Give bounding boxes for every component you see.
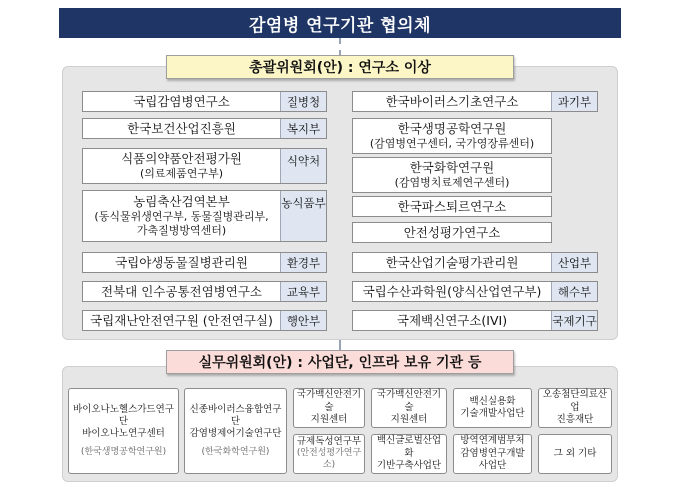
org-box-krict <box>352 157 552 193</box>
org-name: 기술개발사업단 <box>460 408 525 419</box>
org-name: 사업단 <box>478 460 507 472</box>
org-name: 백신실용화 <box>469 395 516 407</box>
org-box-nifs <box>352 281 598 302</box>
org-name: 국제백신연구소(IVI) <box>396 312 508 328</box>
working-org-virus-convergence <box>184 388 287 474</box>
org-name: 국립야생동물질병관리원 <box>115 254 248 270</box>
org-name: 한국바이러스기초연구소 <box>385 93 519 109</box>
org-name: 감염병연구개발 <box>460 447 525 459</box>
org-box-ivi <box>352 310 598 331</box>
org-box-jbnu-zoonosis <box>82 281 327 302</box>
org-box-nifds <box>82 148 327 184</box>
org-name: 백신글로벌산업화 <box>376 435 442 459</box>
org-note: (한국생명공학연구원) <box>80 446 167 457</box>
org-subname: (동식물위생연구부, 동물질병관리부, <box>94 210 269 224</box>
org-box-ipk <box>352 196 552 217</box>
org-box-keit <box>352 252 598 273</box>
org-box-kribb <box>352 118 552 154</box>
ministry-label: 환경부 <box>280 253 326 272</box>
working-committee-header: 실무위원회(안) : 사업단, 인프라 보유 기관 등 <box>166 350 514 374</box>
org-subname: (의료제품연구부) <box>140 166 223 180</box>
org-note: (안전성평가연구소) <box>296 448 362 471</box>
working-org-regulatory-toxicology <box>293 434 365 474</box>
org-name: 바이오나노연구센터 <box>82 428 165 440</box>
org-name: 한국보건산업진흥원 <box>127 120 236 136</box>
org-name: 감염병제어기술연구단 <box>189 428 282 440</box>
org-name: 한국화학연구원 <box>409 160 495 176</box>
org-subname: 가축질병방역센터) <box>136 223 227 237</box>
ministry-label: 질병청 <box>280 92 326 111</box>
org-name: 기반구축사업단 <box>376 460 442 472</box>
org-name: 오송첨단의료산업 <box>542 389 608 413</box>
ministry-label: 교육부 <box>280 282 326 301</box>
ministry-label: 행안부 <box>280 311 326 330</box>
org-name: 국가백신안전기술 <box>376 389 442 413</box>
org-name: 바이오나노헬스가드연구단 <box>73 403 174 427</box>
org-name: 전북대 인수공통전염병연구소 <box>101 283 262 299</box>
org-subname: (감염병치료제연구센터) <box>394 175 510 189</box>
org-name: 국립감염병연구소 <box>133 93 230 109</box>
ministry-label: 과기부 <box>551 92 597 111</box>
ministry-label: 국제기구 <box>551 311 597 330</box>
org-name: 국가백신안전기술 <box>296 389 362 413</box>
org-name: 국립재난안전연구원 (안전연구실) <box>90 312 273 328</box>
org-box-khidi <box>82 118 327 139</box>
connector-top <box>339 38 341 56</box>
org-name: 한국생명공학연구원 <box>397 121 507 137</box>
general-committee-header: 총괄위원회(안) : 연구소 이상 <box>166 55 514 79</box>
org-name: 지원센터 <box>390 414 428 426</box>
org-name: 한국산업기술평가관리원 <box>385 254 519 270</box>
ministry-label: 해수부 <box>551 282 597 301</box>
org-name: 안전성평가연구소 <box>403 224 501 240</box>
working-org-bionano <box>68 388 179 474</box>
org-name: 식품의약품안전평가원 <box>121 151 242 167</box>
org-name: 국립수산과학원(양식산업연구부) <box>362 283 542 299</box>
org-box-kit <box>352 222 552 243</box>
ministry-label: 농식품부 <box>280 191 326 241</box>
org-subname: (감염병연구센터, 국가영장류센터) <box>369 136 535 150</box>
org-box-qia <box>82 190 327 242</box>
working-org-others <box>538 434 612 474</box>
org-note: (한국화학연구원) <box>201 446 270 457</box>
working-org-vaccine-safety-1 <box>293 388 365 428</box>
org-name: 농림축산검역본부 <box>133 194 230 210</box>
org-name: 한국파스퇴르연구소 <box>397 198 507 214</box>
org-name: 규제독성연구부 <box>296 436 362 448</box>
org-name: 그 외 기타 <box>553 447 597 459</box>
working-org-osong <box>538 388 612 428</box>
org-box-ndmi <box>82 310 327 331</box>
diagram-title: 감염병 연구기관 협의체 <box>59 8 621 38</box>
org-name: 방역연계범부처 <box>460 435 525 447</box>
org-name: 지원센터 <box>310 414 348 426</box>
org-box-kdca <box>82 91 327 112</box>
ministry-label: 식약처 <box>280 149 326 183</box>
working-org-vaccine-commercialization <box>453 388 532 428</box>
ministry-label: 산업부 <box>551 253 597 272</box>
ministry-label: 복지부 <box>280 119 326 138</box>
org-name: 진흥재단 <box>556 414 594 426</box>
working-org-vaccine-global <box>371 434 447 474</box>
org-box-niwdc <box>82 252 327 273</box>
org-box-kvri <box>352 91 598 112</box>
working-org-pan-ministry <box>453 434 532 474</box>
connector-middle <box>339 340 341 350</box>
org-name: 신종바이러스융합연구단 <box>189 403 282 427</box>
working-org-vaccine-safety-2 <box>371 388 447 428</box>
